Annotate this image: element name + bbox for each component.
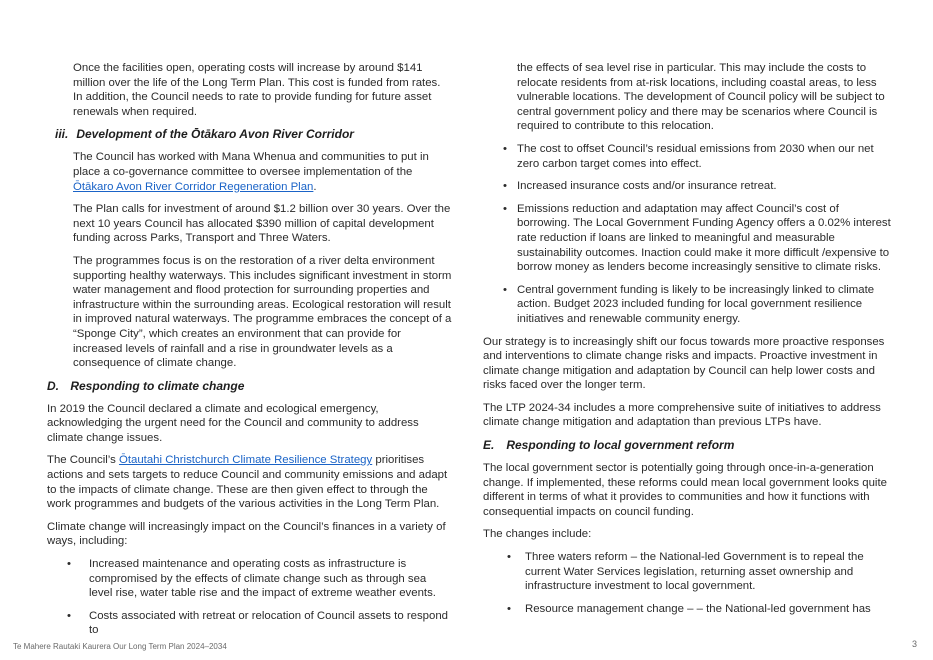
- heading-number: iii.: [55, 127, 69, 142]
- text: prioritises actions and sets targets to reduce Council and community emissions and adapt to the impacts of climate change. These are then given effect to through the work programmes and budgets of the various activities in the Long Term Plan.: [47, 454, 448, 511]
- list-item: • Costs associated with retreat or relocation of Council assets to respond to: [47, 609, 452, 638]
- list-item: • Increased insurance costs and/or insurance retreat.: [483, 179, 893, 194]
- regeneration-plan-link[interactable]: Ōtākaro Avon River Corridor Regeneration Plan: [73, 180, 314, 193]
- paragraph-cogovernance: [47, 150, 452, 194]
- list-item: • Increased maintenance and operating costs as infrastructure is compromised by the effects of climate change such as through sea level rise, water table rise and the impact of extreme weather events.: [47, 557, 452, 601]
- heading-e: [483, 438, 893, 453]
- reform-list: [483, 550, 893, 616]
- heading-title: Responding to local government reform: [506, 438, 735, 453]
- heading-title: Responding to climate change: [70, 378, 245, 393]
- list-item-continuation: the effects of sea level rise in particular. This may include the costs to relocate residents from at-risk locations, including coastal areas, to less vulnerable locations. The development of Council policy will be subject to central government policy and there may be scenarios where Council is required to contribute to this relocation.: [517, 62, 885, 133]
- list-item: • Three waters reform – the National-led Government is to repeal the current Water Services legislation, returning asset ownership and infrastructure investment to local government.: [483, 550, 893, 594]
- heading-d: [47, 379, 452, 394]
- list-item: • Resource management change – – the National-led government has: [483, 602, 893, 617]
- paragraph-our-strategy: Our strategy is to increasingly shift our focus towards more proactive responses and interventions to climate change risks and impacts. Proactive investment in climate change mitigation and adaptation by Council can help lower costs and risks faced over the longer term.: [483, 335, 885, 392]
- climate-impacts-list-continued: [483, 61, 893, 327]
- paragraph-changes: The changes include:: [483, 528, 592, 541]
- list-item: • The cost to offset Council’s residual emissions from 2030 when our net zero carbon target comes into effect.: [483, 142, 893, 171]
- right-column: [483, 61, 893, 624]
- paragraph-ltp: The LTP 2024-34 includes a more comprehensive suite of initiatives to address climate change mitigation and adaptation than previous LTPs have.: [483, 401, 881, 429]
- climate-impacts-list: [47, 557, 452, 638]
- heading-number: E.: [483, 438, 495, 453]
- list-item: • Central government funding is likely to be increasingly linked to climate action. Budget 2023 included funding for local government resilience initiatives and renewable community energy.: [483, 283, 893, 327]
- text: The Council has worked with Mana Whenua and communities to put in place a co-governance committee to oversee implementation of the: [73, 151, 429, 178]
- text: The Council’s: [47, 454, 119, 467]
- heading-iii: [47, 127, 452, 142]
- paragraph-emergency: In 2019 the Council declared a climate and ecological emergency, acknowledging the urgent need for the Council and community to address climate change issues.: [47, 402, 419, 444]
- heading-title: Development of the Ōtākaro Avon River Corridor: [76, 127, 354, 142]
- paragraph-investment: The Plan calls for investment of around $1.2 billion over 30 years. Over the next 10 years Council has allocated $390 million of capital development funding across Parks, Transport and Three Waters.: [73, 203, 451, 245]
- paragraph-sector: The local government sector is potentially going through once-in-a-generation change. If implemented, these reforms could mean local government looks quite different in terms of what it provides to communities and how it functions with consequential impacts on council funding.: [483, 462, 887, 518]
- heading-number: D.: [47, 378, 59, 393]
- footer-title: Te Mahere Rautaki Kaurera Our Long Term Plan 2024–2034: [13, 642, 227, 651]
- paragraph-operating-costs: Once the facilities open, operating costs will increase by around $141 million over the life of the Long Term Plan. This cost is funded from rates. In addition, the Council needs to rate to provide funding for future asset renewals when required.: [73, 62, 441, 118]
- climate-resilience-strategy-link[interactable]: Ōtautahi Christchurch Climate Resilience Strategy: [118, 454, 373, 467]
- page-number: 3: [912, 639, 918, 649]
- paragraph-finances: Climate change will increasingly impact on the Council’s finances in a variety of ways, including:: [47, 520, 446, 548]
- left-column: [47, 61, 452, 646]
- text: .: [313, 180, 317, 193]
- paragraph-programmes: The programmes focus is on the restoration of a river delta environment supporting healthy waterways. This includes significant investment in storm water management and flood protection for surrounding properties and infrastructure within the surrounding areas. Ecological restoration will result in improved natural waterways. The programme embraces the concept of a “Sponge City”, which creates an environment that can provide for increased levels of rainfall and a rise in groundwater levels as a consequence of climate change.: [73, 254, 452, 370]
- list-item: • Emissions reduction and adaptation may affect Council’s cost of borrowing. The Local Government Funding Agency offers a 0.02% interest rate reduction if loans are linked to meaningful and measurable sustainability outcomes. Inaction could make it more difficult /expensive to borrow money as lenders become increasingly sensitive to climate risks.: [483, 202, 893, 275]
- paragraph-strategy: [47, 453, 452, 511]
